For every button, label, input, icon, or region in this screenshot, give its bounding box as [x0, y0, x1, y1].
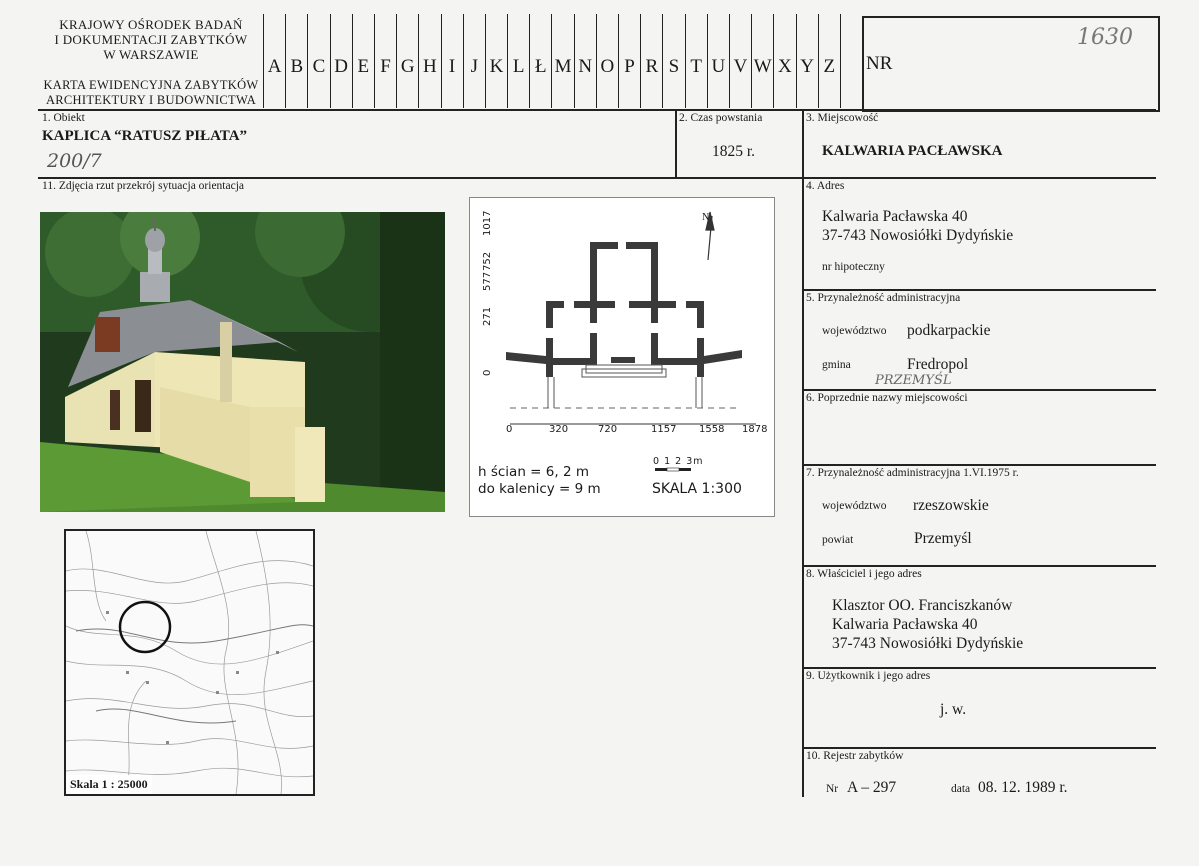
miejscowosc-label: 3. Miejscowość — [806, 112, 879, 124]
letter-label: G — [400, 56, 415, 77]
north-label: N — [702, 212, 710, 223]
uzytkownik-value: j. w. — [940, 701, 967, 718]
obiekt-label: 1. Obiekt — [42, 112, 85, 124]
plan-x-axis — [494, 424, 768, 438]
letter-cell — [707, 14, 729, 108]
letter-cell — [330, 14, 352, 108]
ridge-height: do kalenicy = 9 m — [478, 481, 601, 497]
letter-label: K — [489, 56, 504, 77]
wlasciciel-label: 8. Właściciel i jego adres — [806, 568, 922, 580]
letter-label: B — [290, 56, 304, 77]
letter-label: Ł — [535, 56, 547, 77]
letter-label: T — [690, 56, 702, 77]
wojewodztwo-label: województwo — [822, 325, 887, 337]
wlasciciel-line2: Kalwaria Pacławska 40 — [832, 616, 978, 633]
wall-height: h ścian = 6, 2 m — [478, 464, 589, 480]
letter-label: J — [470, 56, 478, 77]
miejscowosc-value: KALWARIA PACŁAWSKA — [822, 143, 1003, 159]
letter-cell — [618, 14, 640, 108]
letter-cell — [574, 14, 596, 108]
rejestr-data-value: 08. 12. 1989 r. — [978, 779, 1068, 796]
letter-cell — [396, 14, 418, 108]
floor-plan — [469, 197, 775, 517]
plan-y-tick: 577 — [482, 271, 493, 291]
plan-y-tick: 0 — [482, 369, 493, 376]
wlasciciel-line3: 37-743 Nowosiółki Dydyńskie — [832, 635, 1024, 652]
letter-label: I — [448, 56, 456, 77]
letter-label: R — [645, 56, 659, 77]
zdjecia-label: 11. Zdjęcia rzut przekrój sytuacja orientacja — [42, 180, 245, 192]
letter-label: Y — [800, 56, 814, 77]
woj1975-label: województwo — [822, 500, 887, 512]
letter-label: U — [711, 56, 726, 77]
letter-label: E — [357, 56, 370, 77]
plan-x-tick: 320 — [549, 424, 569, 435]
przynaleznosc1975-label: 7. Przynależność administracyjna 1.VI.1975 r. — [806, 467, 1019, 479]
letter-cell — [751, 14, 773, 108]
letter-cell — [374, 14, 396, 108]
obiekt-value: KAPLICA “RATUSZ PIŁATA” — [42, 128, 248, 144]
letter-cell — [463, 14, 485, 108]
czas-label: 2. Czas powstania — [679, 112, 763, 124]
letter-label: N — [578, 56, 593, 77]
letter-label: L — [512, 56, 525, 77]
scale-ticks: 0 1 2 3m — [653, 456, 704, 467]
gmina-value: Fredropol — [907, 356, 969, 373]
powiat-label: powiat — [822, 534, 854, 546]
letter-cell — [551, 14, 573, 108]
letter-cell — [307, 14, 329, 108]
letter-label: W — [753, 56, 772, 77]
letter-label: A — [267, 56, 282, 77]
gmina-label: gmina — [822, 359, 851, 371]
przynaleznosc-label: 5. Przynależność administracyjna — [806, 292, 961, 304]
letter-cell — [662, 14, 684, 108]
letter-cell — [263, 14, 285, 108]
letter-cell — [529, 14, 551, 108]
letter-cell — [640, 14, 662, 108]
uzytkownik-label: 9. Użytkownik i jego adres — [806, 670, 931, 682]
letter-cell — [796, 14, 818, 108]
adres-line2: 37-743 Nowosiółki Dydyńskie — [822, 227, 1014, 244]
gmina-handwritten: PRZEMYŚL — [875, 373, 952, 388]
letter-index — [263, 14, 841, 108]
powiat-value: Przemyśl — [914, 530, 972, 547]
letter-label: V — [733, 56, 748, 77]
plan-y-axis — [482, 210, 502, 376]
letter-label: P — [624, 56, 635, 77]
letter-cell — [352, 14, 374, 108]
letter-label: D — [334, 56, 349, 77]
poprzednie-label: 6. Poprzednie nazwy miejscowości — [806, 392, 968, 404]
map-scale-label: Skala 1 : 25000 — [66, 775, 152, 794]
letter-cell — [596, 14, 618, 108]
institution-line1: KRAJOWY OŚRODEK BADAŃ — [59, 17, 243, 32]
topographic-map — [64, 529, 315, 796]
chapel-photo — [40, 212, 445, 512]
rejestr-nr-label: Nr — [826, 783, 839, 795]
institution-line2: I DOKUMENTACJI ZABYTKÓW — [54, 32, 248, 47]
card-title — [40, 78, 262, 108]
nr-label: NR — [866, 53, 893, 74]
nr-handwritten: 1630 — [1077, 25, 1133, 50]
letter-cell — [818, 14, 840, 108]
plan-y-tick: 271 — [482, 306, 493, 326]
letter-cell — [773, 14, 795, 108]
plan-x-tick: 1558 — [699, 424, 725, 435]
plan-x-tick: 1157 — [651, 424, 677, 435]
letter-label: S — [668, 56, 680, 77]
letter-cell — [485, 14, 507, 108]
czas-value: 1825 r. — [712, 143, 756, 160]
letter-label: F — [380, 56, 391, 77]
letter-label: C — [312, 56, 326, 77]
plan-x-tick: 720 — [598, 424, 618, 435]
plan-y-tick: 752 — [482, 251, 493, 271]
card-title-line1: KARTA EWIDENCYJNA ZABYTKÓW — [43, 78, 259, 92]
letter-label: M — [554, 56, 572, 77]
letter-label: X — [778, 56, 792, 77]
adres-label: 4. Adres — [806, 180, 845, 192]
wojewodztwo-value: podkarpackie — [907, 322, 991, 339]
letter-cell — [729, 14, 751, 108]
obiekt-handwritten: 200/7 — [47, 150, 102, 172]
letter-cell — [507, 14, 529, 108]
letter-label: H — [423, 56, 437, 77]
letter-cell — [285, 14, 307, 108]
hipoteczny-label: nr hipoteczny — [822, 261, 885, 273]
letter-cell — [418, 14, 440, 108]
card-title-line2: ARCHITEKTURY I BUDOWNICTWA — [45, 93, 257, 107]
plan-x-tick: 1878 — [742, 424, 768, 435]
rejestr-data-label: data — [951, 783, 971, 795]
institution-name — [40, 17, 262, 62]
letter-cell — [685, 14, 707, 108]
institution-line3: W WARSZAWIE — [103, 47, 199, 62]
rejestr-nr-value: A – 297 — [847, 779, 897, 796]
adres-line1: Kalwaria Pacławska 40 — [822, 208, 968, 225]
letter-label: Z — [823, 56, 836, 77]
letter-label: O — [600, 56, 615, 77]
scale-label: SKALA 1:300 — [652, 481, 742, 497]
wlasciciel-line1: Klasztor OO. Franciszkanów — [832, 597, 1013, 614]
letter-end-line — [840, 14, 841, 108]
rejestr-label: 10. Rejestr zabytków — [806, 750, 904, 762]
plan-x-tick: 0 — [506, 424, 513, 435]
plan-y-tick: 1017 — [482, 210, 493, 236]
letter-cell — [441, 14, 463, 108]
woj1975-value: rzeszowskie — [913, 497, 989, 514]
